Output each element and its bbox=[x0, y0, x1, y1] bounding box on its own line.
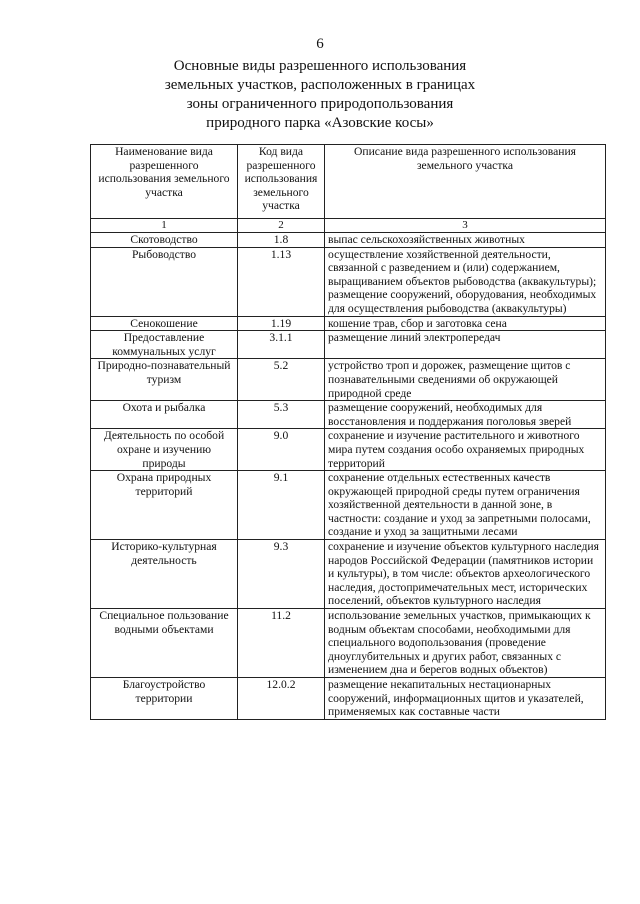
title-line-1: Основные виды разрешенного использования bbox=[173, 58, 467, 74]
row-code: 9.3 bbox=[238, 540, 325, 609]
row-code: 9.0 bbox=[238, 429, 325, 471]
header-name: Наименование вида разрешенного использования земельного участка bbox=[91, 145, 238, 219]
column-number: 1 bbox=[91, 219, 238, 233]
column-number-row bbox=[91, 219, 606, 233]
row-description: сохранение отдельных естественных качеств окружающей природной среды путем ограничения хозяйственной деятельности в данной зоне, в частности: создание и уход за запретными полосами, создание и уход за защитными лесами bbox=[325, 471, 606, 540]
row-name: Скотоводство bbox=[91, 233, 238, 248]
row-code: 12.0.2 bbox=[238, 678, 325, 720]
row-code: 9.1 bbox=[238, 471, 325, 540]
row-description: размещение некапитальных нестационарных сооружений, информационных щитов и указателей, применяемых как составные части bbox=[325, 678, 606, 720]
row-name: Охота и рыбалка bbox=[91, 401, 238, 429]
table-row bbox=[91, 471, 606, 540]
title-line-4: природного парка «Азовские косы» bbox=[206, 115, 434, 131]
row-description: использование земельных участков, примыкающих к водным объектам способами, необходимыми для специального водопользования (проведение дноуглубительных и других работ, связанных с изменением дна и берегов водных объектов) bbox=[325, 609, 606, 678]
row-description: сохранение и изучение объектов культурного наследия народов Российской Федерации (памятников истории и культуры), в том числе: объектов археологического наследия, достопримечательных мест, исторических поселений, объектов культурного наследия bbox=[325, 540, 606, 609]
row-code: 5.2 bbox=[238, 359, 325, 401]
title-line-3: зоны ограниченного природопользования bbox=[186, 96, 454, 112]
row-code: 3.1.1 bbox=[238, 331, 325, 359]
row-code: 11.2 bbox=[238, 609, 325, 678]
row-name: Предоставление коммунальных услуг bbox=[91, 331, 238, 359]
row-name: Благоустройство территории bbox=[91, 678, 238, 720]
row-description: размещение линий электропередач bbox=[325, 331, 606, 359]
row-description: выпас сельскохозяйственных животных bbox=[325, 233, 606, 248]
table-row bbox=[91, 359, 606, 401]
column-number: 3 bbox=[325, 219, 606, 233]
table-row bbox=[91, 233, 606, 248]
document-title bbox=[0, 57, 640, 133]
table-header-row bbox=[91, 145, 606, 219]
table-row bbox=[91, 401, 606, 429]
column-number: 2 bbox=[238, 219, 325, 233]
row-name: Сенокошение bbox=[91, 316, 238, 331]
row-code: 1.13 bbox=[238, 247, 325, 316]
row-code: 5.3 bbox=[238, 401, 325, 429]
header-description: Описание вида разрешенного использования земельного участка bbox=[325, 145, 606, 219]
row-description: размещение сооружений, необходимых для восстановления и поддержания поголовья зверей bbox=[325, 401, 606, 429]
row-name: Деятельность по особой охране и изучению природы bbox=[91, 429, 238, 471]
table-row bbox=[91, 316, 606, 331]
table-row bbox=[91, 609, 606, 678]
land-use-table bbox=[90, 144, 606, 720]
row-description: кошение трав, сбор и заготовка сена bbox=[325, 316, 606, 331]
row-name: Рыбоводство bbox=[91, 247, 238, 316]
row-description: сохранение и изучение растительного и животного мира путем создания особо охраняемых природных территорий bbox=[325, 429, 606, 471]
title-line-2: земельных участков, расположенных в границах bbox=[164, 77, 476, 93]
table-row bbox=[91, 678, 606, 720]
row-description: осуществление хозяйственной деятельности, связанной с разведением и (или) содержанием, выращиванием объектов рыбоводства (аквакультуры); размещение сооружений, оборудования, необходимых для осуществления рыбоводства (аквакультуры) bbox=[325, 247, 606, 316]
table-row bbox=[91, 247, 606, 316]
row-code: 1.8 bbox=[238, 233, 325, 248]
row-name: Охрана природных территорий bbox=[91, 471, 238, 540]
table-row bbox=[91, 331, 606, 359]
row-name: Природно-познавательный туризм bbox=[91, 359, 238, 401]
page-number: 6 bbox=[316, 36, 324, 52]
row-code: 1.19 bbox=[238, 316, 325, 331]
header-code: Код вида разрешенного использования земельного участка bbox=[238, 145, 325, 219]
row-description: устройство троп и дорожек, размещение щитов с познавательными сведениями об окружающей природной среде bbox=[325, 359, 606, 401]
row-name: Специальное пользование водными объектами bbox=[91, 609, 238, 678]
table-row bbox=[91, 540, 606, 609]
table-row bbox=[91, 429, 606, 471]
row-name: Историко-культурная деятельность bbox=[91, 540, 238, 609]
